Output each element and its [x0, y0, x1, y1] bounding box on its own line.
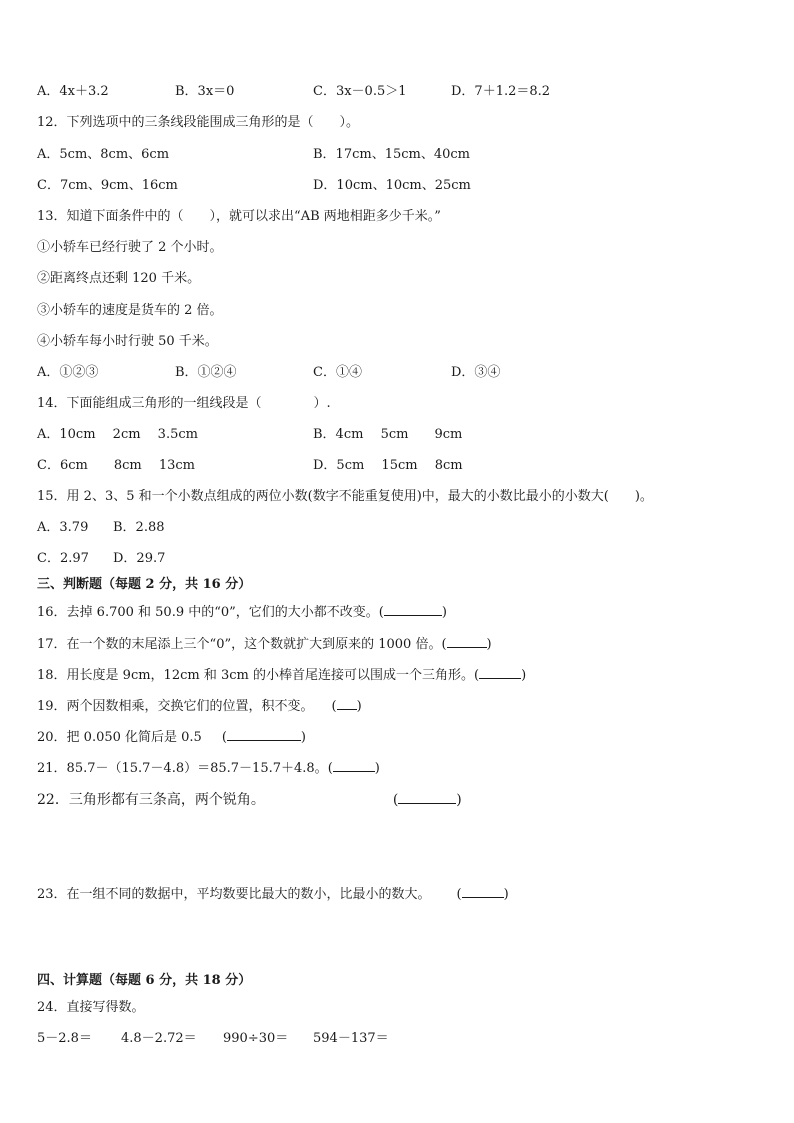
q16: 16．去掉 6.700 和 50.9 中的“0”，它们的大小都不改变。( ) — [37, 602, 447, 622]
q23: 23．在一组不同的数据中，平均数要比最大的数小，比最小的数大。 ( ) — [37, 884, 509, 904]
q19-text: 19．两个因数相乘，交换它们的位置，积不变。 — [37, 699, 314, 714]
q17-text: 17．在一个数的末尾添上三个“0”，这个数就扩大到原来的 1000 倍。 — [37, 637, 442, 652]
q18-answer-blank[interactable] — [479, 665, 521, 679]
q15-option-a: A．3.79 — [37, 520, 89, 535]
q12-option-a: A．5cm、8cm、6cm — [37, 147, 170, 162]
q24-stem: 24．直接写得数。 — [37, 1000, 145, 1015]
q11-option-a: A．4x＋3.2 — [37, 84, 109, 99]
q14-option-b: B．4cm 5cm 9cm — [313, 427, 463, 442]
q14-stem: 14．下面能组成三角形的一组线段是（ ）. — [37, 396, 331, 411]
q14-option-d: D．5cm 15cm 8cm — [313, 458, 463, 473]
q24-item-2: 4.8－2.72＝ — [121, 1031, 197, 1046]
q13-condition-3: ③小轿车的速度是货车的 2 倍。 — [37, 303, 223, 318]
q19-answer-blank[interactable] — [337, 696, 357, 710]
q15-option-b: B．2.88 — [113, 520, 165, 535]
q15-option-c: C．2.97 — [37, 551, 89, 566]
q16-text: 16．去掉 6.700 和 50.9 中的“0”，它们的大小都不改变。 — [37, 605, 379, 620]
q22-answer-blank[interactable] — [398, 790, 456, 804]
q11-option-b: B．3x＝0 — [175, 84, 235, 99]
q12-option-b: B．17cm、15cm、40cm — [313, 147, 471, 162]
q14-option-c: C．6cm 8cm 13cm — [37, 458, 195, 473]
q13-condition-2: ②距离终点还剩 120 千米。 — [37, 271, 201, 286]
q17-answer-blank[interactable] — [447, 634, 487, 648]
q12-stem: 12．下列选项中的三条线段能围成三角形的是（ ）。 — [37, 115, 360, 130]
q13-option-d: D．③④ — [451, 365, 501, 380]
q20-text: 20．把 0.050 化简后是 0.5 — [37, 730, 202, 745]
q18: 18．用长度是 9cm，12cm 和 3cm 的小棒首尾连接可以围成一个三角形。( ) — [37, 665, 526, 685]
q22-text: 22．三角形都有三条高，两个锐角。 — [37, 792, 265, 808]
q15-stem: 15．用 2、3、5 和一个小数点组成的两位小数(数字不能重复使用)中，最大的小数比最小的小数大( )。 — [37, 489, 653, 504]
q13-option-a: A．①②③ — [37, 365, 99, 380]
q13-option-b: B．①②④ — [175, 365, 237, 380]
q21-answer-blank[interactable] — [333, 758, 375, 772]
q23-answer-blank[interactable] — [462, 884, 504, 898]
q13-option-c: C．①④ — [313, 365, 362, 380]
q17: 17．在一个数的末尾添上三个“0”，这个数就扩大到原来的 1000 倍。( ) — [37, 634, 492, 654]
q16-answer-blank[interactable] — [384, 602, 442, 616]
q22: 22．三角形都有三条高，两个锐角。 ( ) — [37, 792, 462, 808]
q11-option-c: C．3x－0.5＞1 — [313, 84, 407, 99]
q11-option-d: D．7＋1.2＝8.2 — [451, 84, 551, 99]
q12-option-d: D．10cm、10cm、25cm — [313, 178, 471, 193]
q13-condition-1: ①小轿车已经行驶了 2 个小时。 — [37, 240, 223, 255]
q20-answer-blank[interactable] — [227, 727, 301, 741]
q13-condition-4: ④小轿车每小时行驶 50 千米。 — [37, 334, 218, 349]
q15-option-d: D．29.7 — [113, 551, 166, 566]
q20: 20．把 0.050 化简后是 0.5 ( ) — [37, 727, 306, 747]
section-4-title: 四、计算题（每题 6 分，共 18 分） — [37, 973, 252, 988]
q24-item-3: 990÷30＝ — [223, 1031, 289, 1046]
q13-stem: 13．知道下面条件中的（ ），就可以求出“AB 两地相距多少千米。” — [37, 209, 441, 224]
q23-text: 23．在一组不同的数据中，平均数要比最大的数小，比最小的数大。 — [37, 887, 431, 902]
q21: 21．85.7－（15.7－4.8）＝85.7－15.7＋4.8。( ) — [37, 758, 380, 778]
q24-item-1: 5－2.8＝ — [37, 1031, 92, 1046]
section-3-title: 三、判断题（每题 2 分，共 16 分） — [37, 577, 252, 592]
q12-option-c: C．7cm、9cm、16cm — [37, 178, 178, 193]
q21-text: 21．85.7－（15.7－4.8）＝85.7－15.7＋4.8。 — [37, 761, 328, 776]
q14-option-a: A．10cm 2cm 3.5cm — [37, 427, 198, 442]
q18-text: 18．用长度是 9cm，12cm 和 3cm 的小棒首尾连接可以围成一个三角形。 — [37, 668, 474, 683]
q24-item-4: 594－137＝ — [313, 1031, 389, 1046]
q19: 19．两个因数相乘，交换它们的位置，积不变。 ( ) — [37, 696, 362, 716]
